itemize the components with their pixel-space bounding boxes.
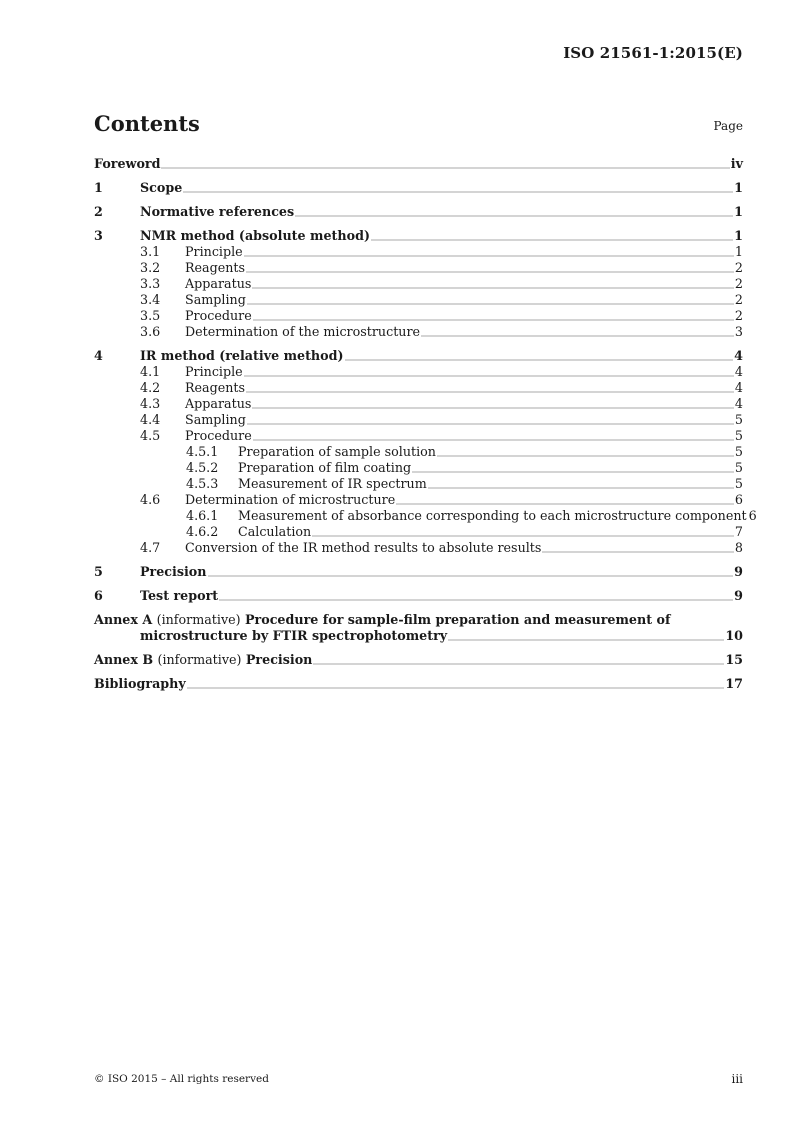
toc-entry-label: Preparation of film coating: [238, 460, 412, 475]
toc-entry-number: 4.7: [140, 540, 161, 555]
annex-title-line-1: Procedure for sample-film preparation and measurement of: [245, 612, 671, 627]
toc-entry-label: Measurement of IR spectrum: [238, 476, 427, 491]
toc-entry-label: Scope: [140, 180, 183, 195]
toc-entry-4-4[interactable]: [94, 412, 743, 428]
toc-entry-label: IR method (relative method): [140, 348, 344, 363]
toc-entry-page: 5: [734, 460, 743, 475]
dot-leader: [244, 365, 734, 377]
toc-entry-page: 5: [734, 476, 743, 491]
dot-leader: [219, 589, 733, 601]
toc-entry-number: 4.5.2: [186, 460, 219, 475]
toc-entry-3-5[interactable]: [94, 308, 743, 324]
toc-entry-page: 7: [734, 524, 743, 539]
toc-entry-number: 4: [94, 348, 103, 363]
annex-a-heading: [94, 612, 670, 628]
toc-entry-label: Foreword: [94, 156, 161, 171]
toc-entry-bibliography[interactable]: [94, 676, 743, 692]
toc-entry-label: Determination of the microstructure: [185, 324, 421, 339]
annex-informative: (informative): [157, 652, 242, 667]
toc-entry-page: 9: [734, 588, 743, 603]
toc-entry-annex-b[interactable]: [94, 652, 743, 668]
toc-entry-page: 17: [725, 676, 743, 691]
toc-entry-page: 5: [734, 412, 743, 427]
dot-leader: [437, 445, 734, 457]
toc-entry-page: 1: [734, 244, 743, 259]
toc-entry-4-5-3[interactable]: [94, 476, 743, 492]
toc-entry-label: Procedure: [185, 308, 252, 323]
toc-entry-label: Reagents: [185, 380, 246, 395]
toc-entry-page: 3: [734, 324, 743, 339]
toc-entry-ir-method[interactable]: [94, 348, 743, 364]
toc-entry-4-2[interactable]: [94, 380, 743, 396]
dot-leader: [253, 309, 734, 321]
copyright-notice: © ISO 2015 – All rights reserved: [94, 1073, 269, 1085]
toc-entry-page: 4: [734, 348, 743, 363]
toc-entry-number: 4.2: [140, 380, 161, 395]
dot-leader: [183, 181, 733, 193]
toc-entry-number: 1: [94, 180, 103, 195]
toc-entry-4-1[interactable]: [94, 364, 743, 380]
toc-entry-label: Sampling: [185, 412, 246, 427]
toc-entry-number: 4.4: [140, 412, 161, 427]
dot-leader: [247, 293, 734, 305]
dot-leader: [313, 653, 724, 665]
toc-entry-4-5-2[interactable]: [94, 460, 743, 476]
toc-entry-label: Normative references: [140, 204, 295, 219]
toc-entry-page: 4: [734, 396, 743, 411]
toc-entry-label: Reagents: [185, 260, 246, 275]
dot-leader: [246, 381, 734, 393]
dot-leader: [312, 525, 734, 537]
annex-prefix: Annex A: [94, 612, 153, 627]
dot-leader: [187, 677, 725, 689]
toc-entry-number: 2: [94, 204, 103, 219]
annex-informative: (informative): [156, 612, 241, 627]
toc-entry-number: 4.5.1: [186, 444, 219, 459]
dot-leader: [252, 277, 734, 289]
dot-leader: [542, 541, 734, 553]
annex-prefix: Annex B: [94, 652, 154, 667]
toc-entry-label: Apparatus: [185, 396, 252, 411]
annex-b-heading: [94, 652, 312, 668]
toc-entry-3-3[interactable]: [94, 276, 743, 292]
dot-leader: [252, 397, 734, 409]
toc-entry-page: iv: [730, 156, 743, 171]
toc-entry-label: Sampling: [185, 292, 246, 307]
toc-entry-precision[interactable]: [94, 564, 743, 580]
toc-entry-number: 4.5: [140, 428, 161, 443]
toc-entry-label: Preparation of sample solution: [238, 444, 436, 459]
toc-entry-4-6-1[interactable]: [94, 508, 757, 524]
toc-entry-label: Principle: [185, 244, 243, 259]
toc-entry-page: 9: [734, 564, 743, 579]
toc-entry-normative-references[interactable]: [94, 204, 743, 220]
toc-entry-number: 4.6.2: [186, 524, 219, 539]
page-number: iii: [731, 1072, 743, 1086]
toc-entry-annex-a-continued[interactable]: [94, 628, 743, 644]
toc-entry-page: 15: [725, 652, 743, 667]
toc-entry-4-6-2[interactable]: [94, 524, 743, 540]
dot-leader: [448, 629, 724, 641]
toc-entry-label: Measurement of absorbance corresponding to each microstructure component: [238, 508, 747, 523]
dot-leader: [246, 261, 734, 273]
toc-entry-label: Test report: [140, 588, 219, 603]
toc-entry-number: 5: [94, 564, 103, 579]
toc-entry-scope[interactable]: [94, 180, 743, 196]
toc-entry-4-6[interactable]: [94, 492, 743, 508]
toc-entry-page: 1: [734, 228, 743, 243]
toc-entry-page: 6: [748, 508, 757, 523]
annex-title: Precision: [245, 652, 313, 667]
toc-entry-number: 3: [94, 228, 103, 243]
page-title: Contents: [94, 111, 200, 136]
dot-leader: [247, 413, 734, 425]
annex-title-line-2: microstructure by FTIR spectrophotometry: [140, 628, 448, 643]
toc-entry-label: NMR method (absolute method): [140, 228, 370, 243]
toc-entry-number: 3.2: [140, 260, 161, 275]
dot-leader: [244, 245, 734, 257]
toc-entry-number: 4.1: [140, 364, 161, 379]
dot-leader: [421, 325, 734, 337]
toc-entry-number: 3.1: [140, 244, 161, 259]
toc-entry-label: Determination of microstructure: [185, 492, 396, 507]
toc-entry-page: 8: [734, 540, 743, 555]
toc-entry-page: 2: [734, 260, 743, 275]
dot-leader: [295, 205, 733, 217]
document-code: ISO 21561-1:2015(E): [563, 44, 743, 62]
toc-entry-4-5-1[interactable]: [94, 444, 743, 460]
toc-entry-page: 1: [734, 180, 743, 195]
dot-leader: [253, 429, 734, 441]
toc-entry-page: 4: [734, 380, 743, 395]
toc-entry-number: 6: [94, 588, 103, 603]
toc-entry-number: 4.6: [140, 492, 161, 507]
dot-leader: [396, 493, 734, 505]
toc-entry-foreword[interactable]: [94, 156, 743, 172]
toc-entry-page: 6: [734, 492, 743, 507]
toc-entry-page: 2: [734, 308, 743, 323]
toc-entry-nmr-method[interactable]: [94, 228, 743, 244]
toc-entry-number: 3.6: [140, 324, 161, 339]
toc-entry-number: 4.5.3: [186, 476, 219, 491]
table-of-contents: [94, 156, 757, 692]
dot-leader: [371, 229, 733, 241]
toc-entry-page: 2: [734, 292, 743, 307]
dot-leader: [208, 565, 734, 577]
toc-entry-annex-a[interactable]: [94, 612, 743, 628]
toc-entry-number: 3.3: [140, 276, 161, 291]
dot-leader: [345, 349, 734, 361]
toc-entry-label: Apparatus: [185, 276, 252, 291]
toc-entry-page: 2: [734, 276, 743, 291]
toc-entry-page: 5: [734, 428, 743, 443]
toc-entry-number: 3.5: [140, 308, 161, 323]
toc-entry-label: Bibliography: [94, 676, 186, 691]
page-column-label: Page: [713, 119, 743, 133]
toc-entry-page: 5: [734, 444, 743, 459]
toc-entry-label: Calculation: [238, 524, 312, 539]
toc-entry-page: 1: [734, 204, 743, 219]
toc-entry-label: Precision: [140, 564, 207, 579]
toc-entry-label: Principle: [185, 364, 243, 379]
toc-entry-page: 10: [725, 628, 743, 643]
toc-entry-4-3[interactable]: [94, 396, 743, 412]
toc-entry-number: 3.4: [140, 292, 161, 307]
toc-entry-3-1[interactable]: [94, 244, 743, 260]
dot-leader: [428, 477, 734, 489]
toc-entry-test-report[interactable]: [94, 588, 743, 604]
toc-entry-3-2[interactable]: [94, 260, 743, 276]
toc-entry-3-6[interactable]: [94, 324, 743, 340]
toc-entry-page: 4: [734, 364, 743, 379]
toc-entry-label: Procedure: [185, 428, 252, 443]
toc-entry-4-7[interactable]: [94, 540, 743, 556]
toc-entry-label: Conversion of the IR method results to absolute results: [185, 540, 542, 555]
toc-entry-4-5[interactable]: [94, 428, 743, 444]
dot-leader: [161, 157, 729, 169]
toc-entry-number: 4.3: [140, 396, 161, 411]
toc-entry-number: 4.6.1: [186, 508, 219, 523]
dot-leader: [412, 461, 734, 473]
toc-entry-3-4[interactable]: [94, 292, 743, 308]
